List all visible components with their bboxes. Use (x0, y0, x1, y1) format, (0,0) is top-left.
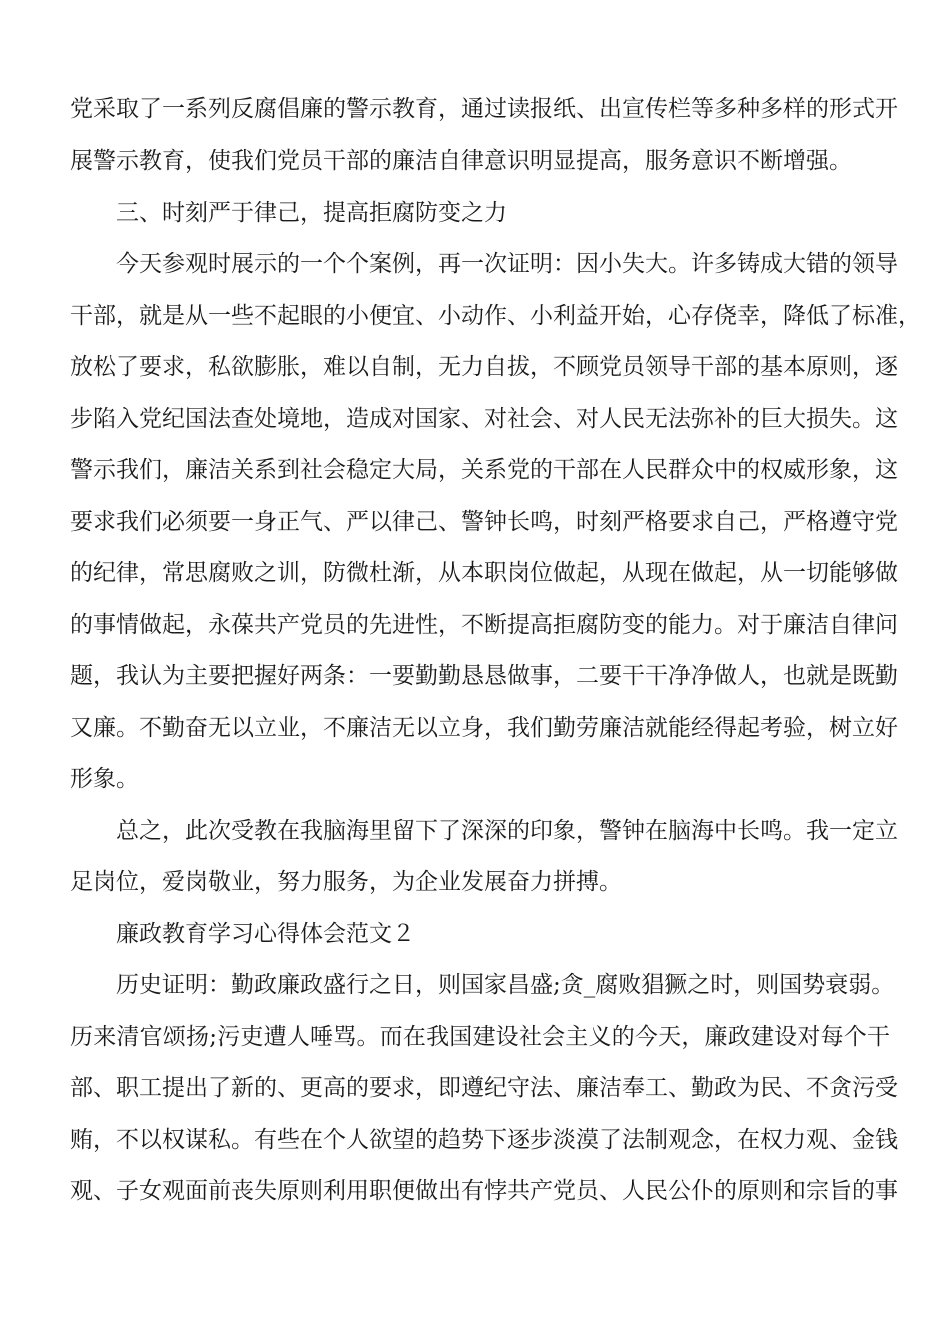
text-line: 展警示教育，使我们党员干部的廉洁自律意识明显提高，服务意识不断增强。 (70, 148, 852, 174)
text-line: 警示我们，廉洁关系到社会稳定大局，关系党的干部在人民群众中的权威形象，这 (70, 457, 898, 483)
text-line: 干部，就是从一些不起眼的小便宜、小动作、小利益开始，心存侥幸，降低了标准， (70, 303, 921, 329)
text-line: 要求我们必须要一身正气、严以律己、警钟长鸣，时刻严格要求自己，严格遵守党 (70, 509, 898, 535)
text-line: 总之，此次受教在我脑海里留下了深深的印象，警钟在脑海中长鸣。我一定立 (116, 818, 898, 844)
text-line: 历史证明：勤政廉政盛行之日，则国家昌盛;贪_腐败猖獗之时，则国势衰弱。 (116, 972, 895, 998)
text-line: 历来清官颂扬;污吏遭人唾骂。而在我国建设社会主义的今天，廉政建设对每个干 (70, 1024, 890, 1050)
section-heading: 廉政教育学习心得体会范文２ (116, 921, 415, 947)
text-line: 观、子女观面前丧失原则利用职便做出有悖共产党员、人民公仆的原则和宗旨的事 (70, 1178, 898, 1204)
text-line: 今天参观时展示的一个个案例，再一次证明：因小失大。许多铸成大错的领导 (116, 251, 898, 277)
text-line: 放松了要求，私欲膨胀，难以自制，无力自拔，不顾党员领导干部的基本原则，逐 (70, 354, 898, 380)
text-line: 部、职工提出了新的、更高的要求，即遵纪守法、廉洁奉工、勤政为民、不贪污受 (70, 1075, 898, 1101)
text-line: 形象。 (70, 766, 139, 792)
text-line: 步陷入党纪国法查处境地，造成对国家、对社会、对人民无法弥补的巨大损失。这 (70, 406, 898, 432)
text-line: 党采取了一系列反腐倡廉的警示教育，通过读报纸、出宣传栏等多种多样的形式开 (70, 96, 898, 122)
text-line: 足岗位，爱岗敬业，努力服务，为企业发展奋力拼搏。 (70, 869, 622, 895)
text-line: 贿，不以权谋私。有些在个人欲望的趋势下逐步淡漠了法制观念，在权力观、金钱 (70, 1127, 898, 1153)
text-line: 又廉。不勤奋无以立业，不廉洁无以立身，我们勤劳廉洁就能经得起考验，树立好 (70, 715, 898, 741)
section-heading: 三、时刻严于律己，提高拒腐防变之力 (116, 200, 507, 226)
text-line: 的纪律，常思腐败之训，防微杜渐，从本职岗位做起，从现在做起，从一切能够做 (70, 560, 898, 586)
text-line: 的事情做起，永葆共产党员的先进性，不断提高拒腐防变的能力。对于廉洁自律问 (70, 612, 898, 638)
text-line: 题，我认为主要把握好两条：一要勤勤恳恳做事，二要干干净净做人，也就是既勤 (70, 663, 898, 689)
